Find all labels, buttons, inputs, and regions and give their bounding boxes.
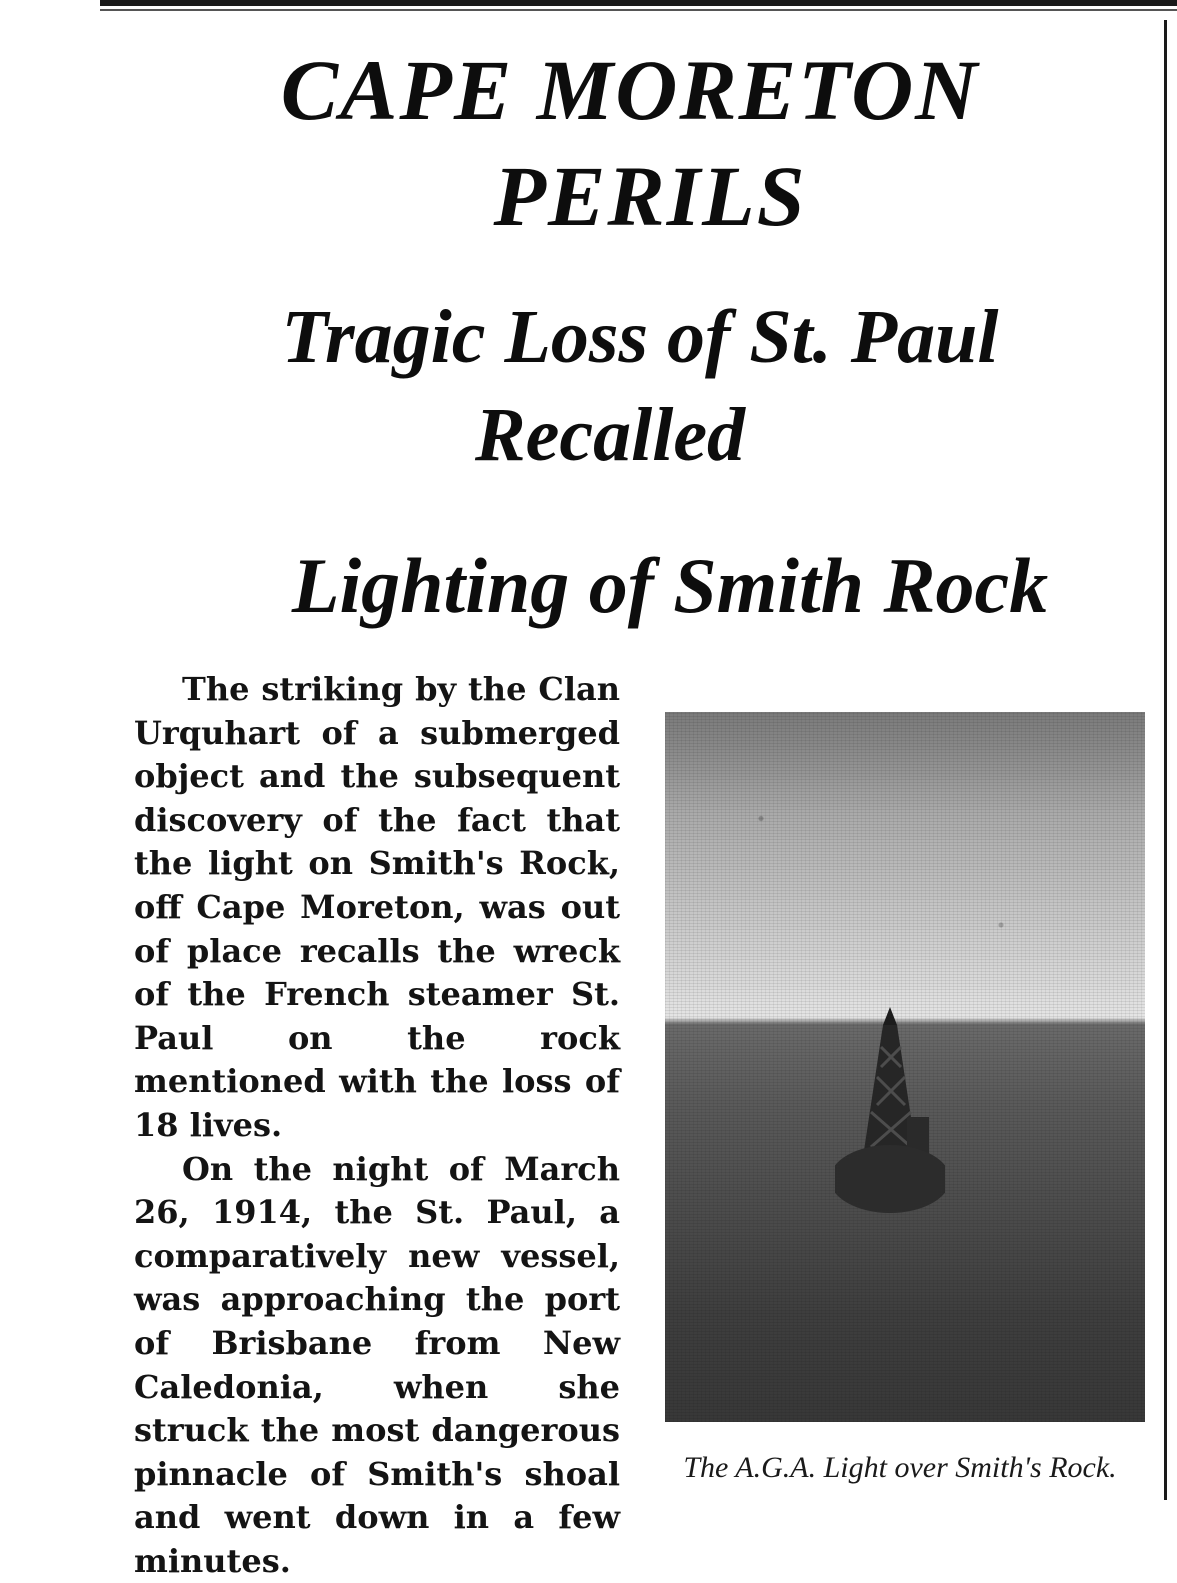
section-heading: Lighting of Smith Rock: [291, 542, 1049, 629]
article-paragraph-2: On the night of March 26, 1914, the St. Paul, a comparatively new vessel, was approaching the port of Brisbane from New Caledonia, when she struck the most dangerous pinnacle of Smith's shoal and went down in a few minutes.: [134, 1149, 620, 1580]
top-border-thin-rule: [100, 9, 1177, 11]
subheadline-line-2: Recalled: [474, 393, 746, 477]
photo-caption: The A.G.A. Light over Smith's Rock.: [683, 1451, 1117, 1484]
article-paragraph-1: The striking by the Clan Urquhart of a submerged object and the subsequent discovery of the fact that the light on Smith's Rock, off Cape Moreton, was out of place recalls the wreck of the French steamer St. Paul on the rock mentioned with the loss of 18 lives.: [134, 670, 620, 1144]
subheadline-line-1: Tragic Loss of St. Paul: [281, 295, 999, 379]
headline-line-1: CAPE MORETON: [280, 42, 980, 138]
article-body: [134, 668, 620, 1583]
top-border-rule: [100, 0, 1177, 6]
headline-line-2: PERILS: [493, 148, 807, 244]
beacon-tower-silhouette: [835, 1007, 945, 1217]
lighthouse-photo: [665, 712, 1145, 1422]
